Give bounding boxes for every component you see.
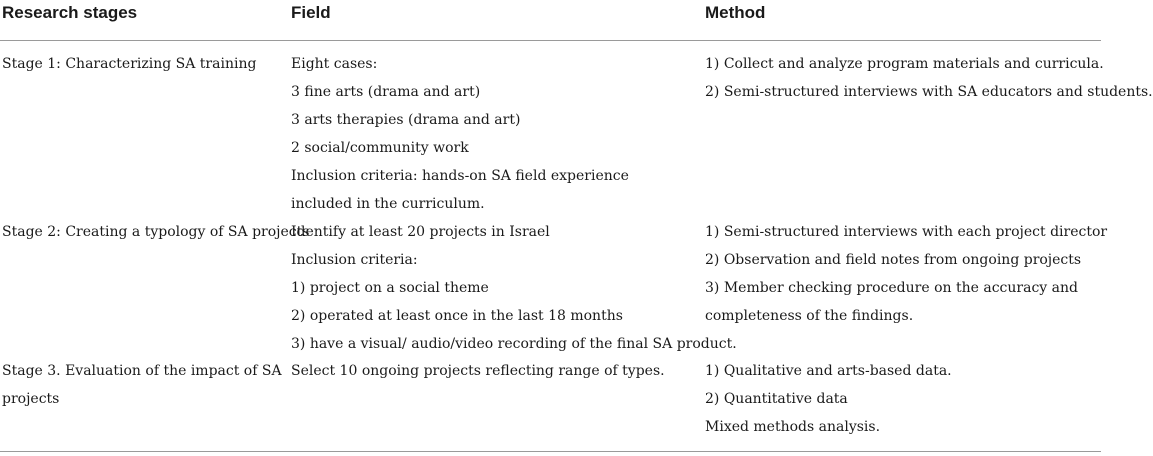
- field-line: 3 fine arts (drama and art): [291, 84, 481, 100]
- method-line: 2) Semi-structured interviews with SA educators and students.: [705, 84, 1153, 100]
- field-line: Inclusion criteria: hands-on SA field experience: [291, 168, 629, 184]
- field-line: Eight cases:: [291, 56, 378, 72]
- field-cell: [291, 357, 696, 385]
- field-cell: [291, 50, 696, 218]
- table-header-row: [0, 0, 1101, 41]
- method-line: 3) Member checking procedure on the accuracy and: [705, 280, 1078, 296]
- stage-cell: [2, 218, 310, 246]
- method-cell: [705, 50, 1153, 106]
- method-line: 1) Semi-structured interviews with each project director: [705, 224, 1108, 240]
- method-line: Mixed methods analysis.: [705, 419, 881, 435]
- method-line: completeness of the findings.: [705, 308, 914, 324]
- field-cell: [291, 218, 737, 358]
- stage-cell: [2, 357, 282, 413]
- field-line: 3) have a visual/ audio/video recording of the final SA product.: [291, 336, 737, 352]
- table-bottom-rule: [0, 451, 1101, 452]
- stage-line: Stage 3. Evaluation of the impact of SA: [2, 363, 282, 379]
- stage-line: Stage 2: Creating a typology of SA projects: [2, 224, 310, 240]
- method-cell: [705, 218, 1108, 330]
- field-line: included in the curriculum.: [291, 196, 485, 212]
- field-line: 3 arts therapies (drama and art): [291, 112, 521, 128]
- field-line: Inclusion criteria:: [291, 252, 418, 268]
- method-line: 2) Quantitative data: [705, 391, 848, 407]
- method-line: 1) Qualitative and arts-based data.: [705, 363, 952, 379]
- field-line: 1) project on a social theme: [291, 280, 489, 296]
- stage-line: projects: [2, 391, 60, 407]
- field-line: Identify at least 20 projects in Israel: [291, 224, 550, 240]
- method-line: 1) Collect and analyze program materials and curricula.: [705, 56, 1104, 72]
- field-line: Select 10 ongoing projects reflecting range of types.: [291, 363, 665, 379]
- method-cell: [705, 357, 1100, 441]
- field-line: 2 social/community work: [291, 140, 469, 156]
- header-field: Field: [291, 3, 331, 22]
- stage-cell: [2, 50, 282, 78]
- header-research-stages: Research stages: [2, 3, 138, 22]
- field-line: 2) operated at least once in the last 18 months: [291, 308, 623, 324]
- header-method: Method: [705, 3, 766, 22]
- method-line: 2) Observation and field notes from ongoing projects: [705, 252, 1082, 268]
- stage-line: Stage 1: Characterizing SA training: [2, 56, 257, 72]
